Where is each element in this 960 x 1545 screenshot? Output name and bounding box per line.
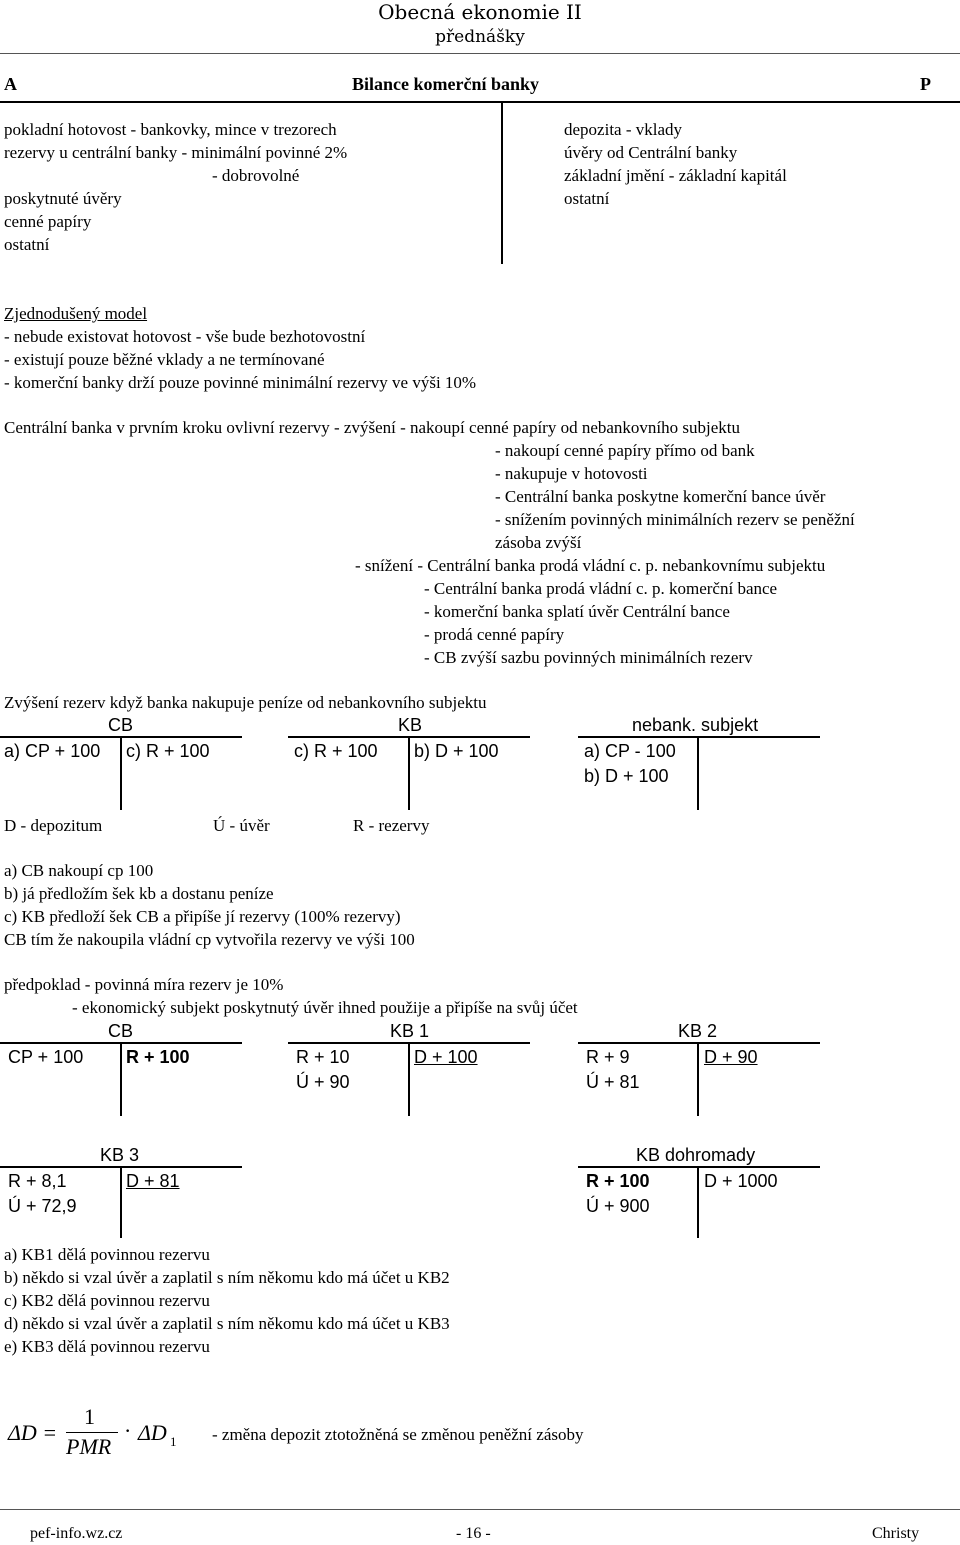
t1-title: Zvýšení rezerv když banka nakupuje peníze od nebankovního subjektu xyxy=(4,693,487,712)
t2-kb2-debit: Ú + 81 xyxy=(586,1072,640,1092)
document-title: Obecná ekonomie II xyxy=(378,0,582,24)
t2-kb2-credit: D + 90 xyxy=(704,1047,758,1067)
step-item: d) někdo si vzal úvěr a zaplatil s ním někomu kdo má účet u KB3 xyxy=(4,1314,450,1333)
t2-kb1-debit: R + 10 xyxy=(296,1047,350,1067)
liability-item: ostatní xyxy=(564,189,610,208)
steps2-list xyxy=(4,1243,450,1358)
asset-item: ostatní xyxy=(4,235,50,254)
formula-numerator: 1 xyxy=(84,1404,95,1429)
liabilities-list xyxy=(564,118,787,210)
formula-dot: · xyxy=(124,1418,132,1443)
legend-deposit: D - depozitum xyxy=(4,816,103,835)
document-subtitle: přednášky xyxy=(435,27,525,47)
t1-nb-line xyxy=(578,736,820,738)
step-item: a) CB nakoupí cp 100 xyxy=(4,861,154,880)
formula-subscript: 1 xyxy=(170,1434,177,1449)
formula-denominator: PMR xyxy=(66,1434,112,1459)
step-item: c) KB předloží šek CB a připíše jí rezervy (100% rezervy) xyxy=(4,907,401,926)
legend-reserves: R - rezervy xyxy=(353,816,430,835)
cb-increase-item: zásoba zvýší xyxy=(495,533,582,552)
asset-item: cenné papíry xyxy=(4,212,92,231)
asset-item: - dobrovolné xyxy=(212,166,300,185)
t2-kb1-credit: D + 100 xyxy=(414,1047,478,1067)
t2-cb-debit: CP + 100 xyxy=(8,1047,84,1067)
cb-increase-item: - nakoupí cenné papíry přímo od bank xyxy=(495,441,755,460)
t1-kb-divider xyxy=(408,736,410,810)
cb-increase-item: - snížením povinných minimálních rezerv se peněžní xyxy=(495,510,855,529)
t2-kb2-divider xyxy=(697,1042,699,1116)
assumption-line: předpoklad - povinná míra rezerv je 10% xyxy=(4,975,284,994)
formula-fraction-bar xyxy=(66,1432,118,1433)
footer-rule xyxy=(0,1509,960,1510)
t2-kb3-label: KB 3 xyxy=(100,1145,140,1165)
liability-item: depozita - vklady xyxy=(564,120,683,139)
formula-rhs: ΔD xyxy=(138,1420,167,1445)
t1-nb-debit: a) CP - 100 xyxy=(584,741,676,761)
t1-cb-debit: a) CP + 100 xyxy=(4,741,101,761)
cb-decrease-intro: - snížení - Centrální banka prodá vládní c. p. nebankovnímu subjektu xyxy=(355,556,826,575)
step-item: a) KB1 dělá povinnou rezervu xyxy=(4,1245,210,1264)
cb-intro: Centrální banka v prvním kroku ovlivní rezervy - zvýšení - nakoupí cenné papíry od nebankovního subjektu xyxy=(4,418,741,437)
assets-list xyxy=(4,118,347,256)
t1-cb-divider xyxy=(120,736,122,810)
t1-nb-label: nebank. subjekt xyxy=(632,715,759,735)
steps1-list xyxy=(4,859,415,951)
t2-cb-label: CB xyxy=(108,1021,134,1041)
t2-kb2-debit: R + 9 xyxy=(586,1047,630,1067)
header-rule xyxy=(0,53,960,54)
asset-item: pokladní hotovost - bankovky, mince v trezorech xyxy=(4,120,337,139)
t2-kb3-debit: Ú + 72,9 xyxy=(8,1196,77,1216)
step-item: e) KB3 dělá povinnou rezervu xyxy=(4,1337,210,1356)
model-item: - komerční banky drží pouze povinné minimální rezervy ve výši 10% xyxy=(4,373,477,392)
balance-title: Bilance komerční banky xyxy=(352,74,540,94)
t1-nb-debit: b) D + 100 xyxy=(584,766,669,786)
t2-kbs-divider xyxy=(697,1166,699,1238)
model-item: - existují pouze běžné vklady a ne termínované xyxy=(4,350,325,369)
t2-kb3-divider xyxy=(120,1166,122,1238)
cb-decrease-item: - prodá cenné papíry xyxy=(424,625,565,644)
step-item: b) já předložím šek kb a dostanu peníze xyxy=(4,884,274,903)
step-item: b) někdo si vzal úvěr a zaplatil s ním někomu kdo má účet u KB2 xyxy=(4,1268,450,1287)
formula-lhs: ΔD = xyxy=(8,1420,58,1445)
cb-increase-item: - nakupuje v hotovosti xyxy=(495,464,648,483)
cb-increase-list xyxy=(495,439,855,554)
step-item: c) KB2 dělá povinnou rezervu xyxy=(4,1291,210,1310)
liability-item: základní jmění - základní kapitál xyxy=(564,166,787,185)
t2-kb1-label: KB 1 xyxy=(390,1021,430,1041)
balance-top-line xyxy=(0,101,960,103)
footer-site: pef-info.wz.cz xyxy=(30,1525,123,1542)
t1-cb-label: CB xyxy=(108,715,134,735)
t2-kbs-label: KB dohromady xyxy=(636,1145,756,1165)
cb-decrease-item: - komerční banka splatí úvěr Centrální bance xyxy=(424,602,730,621)
t1-nb-divider xyxy=(697,736,699,810)
t2-kb1-debit: Ú + 90 xyxy=(296,1072,350,1092)
cb-decrease-item: - Centrální banka prodá vládní c. p. komerční bance xyxy=(424,579,778,598)
model-item: - nebude existovat hotovost - vše bude bezhotovostní xyxy=(4,327,366,346)
cb-decrease-item: - CB zvýší sazbu povinných minimálních rezerv xyxy=(424,648,753,667)
step-item: CB tím že nakoupila vládní cp vytvořila rezervy ve výši 100 xyxy=(4,930,415,949)
t2-kb3-debit: R + 8,1 xyxy=(8,1171,67,1191)
balance-divider xyxy=(501,101,503,264)
t1-kb-credit: b) D + 100 xyxy=(414,741,499,761)
footer-author: Christy xyxy=(872,1525,920,1542)
asset-item: poskytnuté úvěry xyxy=(4,189,122,208)
liabilities-heading: P xyxy=(920,74,931,94)
t2-kb1-divider xyxy=(408,1042,410,1116)
t2-kbs-debit: Ú + 900 xyxy=(586,1196,650,1216)
t1-kb-debit: c) R + 100 xyxy=(294,741,378,761)
t2-kb2-label: KB 2 xyxy=(678,1021,718,1041)
model-heading: Zjednodušený model xyxy=(4,304,148,323)
t1-cb-credit: c) R + 100 xyxy=(126,741,210,761)
page-number: - 16 - xyxy=(456,1525,491,1542)
formula-description: - změna depozit ztotožněná se změnou peněžní zásoby xyxy=(212,1425,584,1444)
t2-kbs-debit: R + 100 xyxy=(586,1171,650,1191)
cb-decrease-list xyxy=(424,577,777,669)
assumption-line: - ekonomický subjekt poskytnutý úvěr ihned použije a připíše na svůj účet xyxy=(72,998,578,1017)
t2-kb3-credit: D + 81 xyxy=(126,1171,180,1191)
legend-loan: Ú - úvěr xyxy=(213,816,270,835)
t2-kb2-line xyxy=(578,1042,820,1044)
t2-kbs-line xyxy=(578,1166,820,1168)
cb-increase-item: - Centrální banka poskytne komerční bance úvěr xyxy=(495,487,826,506)
t2-cb-divider xyxy=(120,1042,122,1116)
t1-kb-label: KB xyxy=(398,715,423,735)
asset-item: rezervy u centrální banky - minimální povinné 2% xyxy=(4,143,348,162)
liability-item: úvěry od Centrální banky xyxy=(564,143,738,162)
t2-kbs-credit: D + 1000 xyxy=(704,1171,778,1191)
assets-heading: A xyxy=(4,74,17,94)
model-section xyxy=(4,302,476,394)
multiplier-formula xyxy=(8,1404,208,1466)
t2-cb-credit: R + 100 xyxy=(126,1047,190,1067)
